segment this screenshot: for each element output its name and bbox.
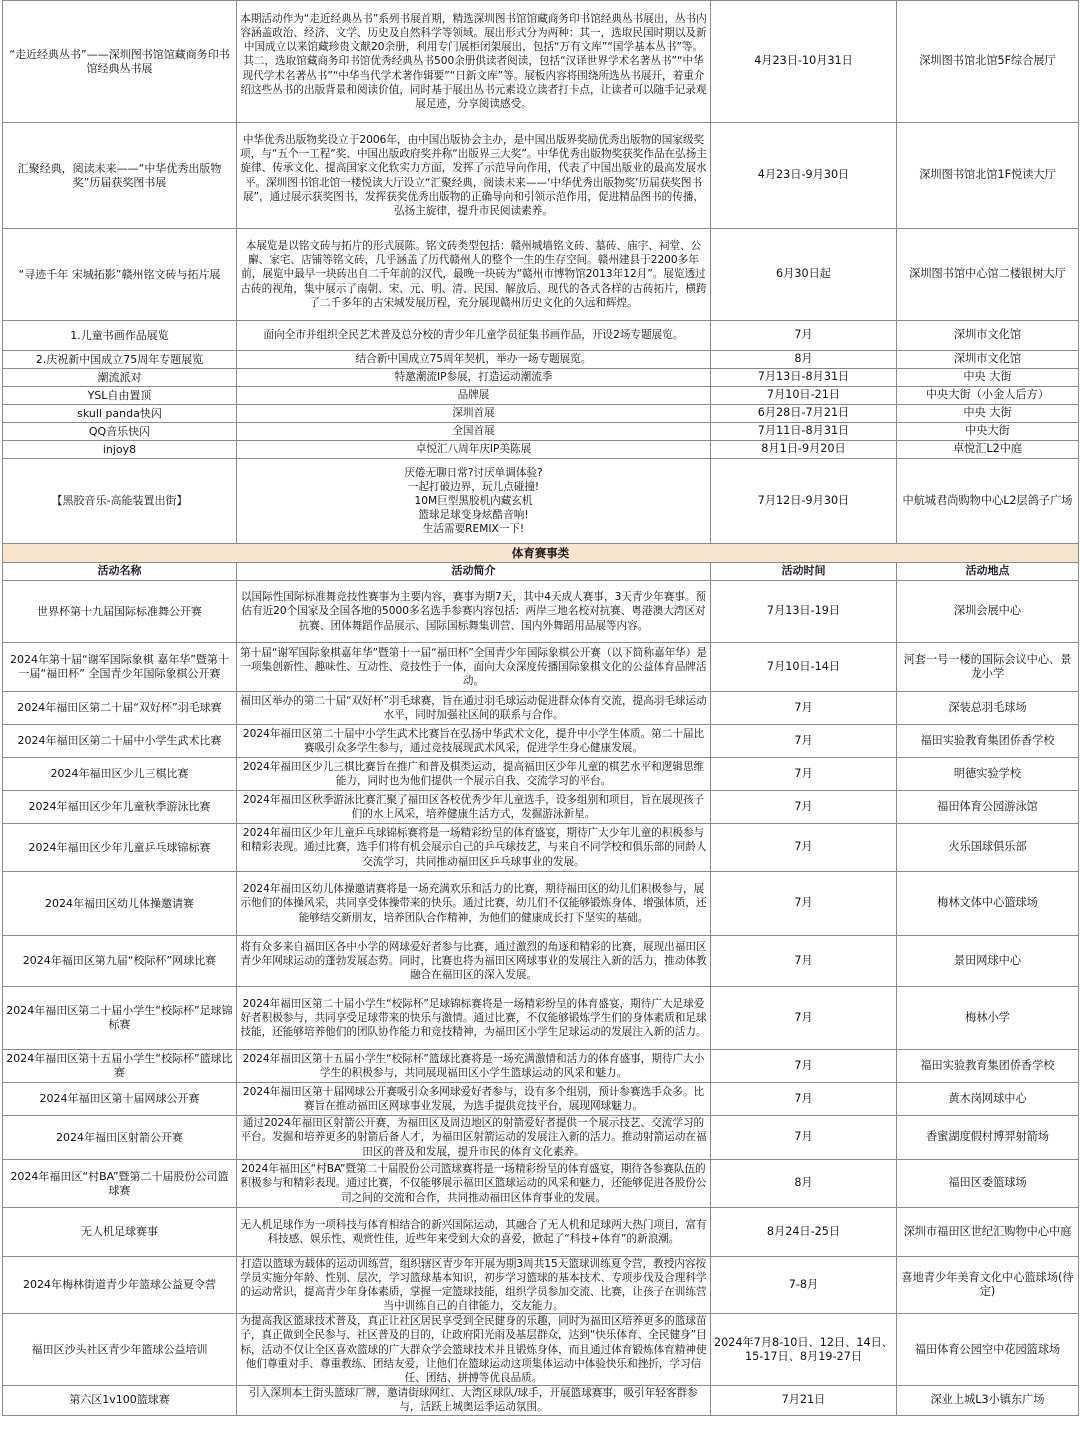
event-time-cell: 8月24日-25日 xyxy=(711,1208,897,1257)
event-desc-cell: 本期活动作为“走近经典丛书”系列书展首期，精选深圳图书馆馆藏商务印书馆经典丛书展出，丛书内容涵盖政治、经济、文学、历史及自然科学等领域。展出形式分为两种：其一，选取民国时期以及新中国成立以来馆藏珍贵文献20余册，利用专门展柜闭架展出，包括“万有文库”“国学基本丛书”等。其二，选取馆藏商务印书馆优秀经典丛书500余册供读者阅读，包括“汉译世界学术名著丛书”“中华现代学术名著丛书”“中华当代学术著作辑要”“日新文库”等。展板内容将围绕所选丛书展开，着重介绍这些丛书的出版背景和阅读价值，同时基于展出丛书元素设立读者打卡点，让读者可以随手记录观展足迹，分享阅读感受。 xyxy=(237,1,711,123)
event-place-cell: 深业上城L3小镇东广场 xyxy=(897,1385,1079,1415)
event-name-cell: 2024年福田区“村BA”暨第二十届股份公司篮球赛 xyxy=(3,1160,237,1208)
sports-section-header xyxy=(3,544,1079,581)
event-place-cell: 深圳图书馆中心馆二楼银树大厅 xyxy=(897,229,1079,321)
event-desc-cell: 特邀潮流IP参展，打造运动潮流季 xyxy=(237,369,711,387)
event-place-cell: 黄木岗网球中心 xyxy=(897,1083,1079,1116)
event-name-cell: 2024年福田区射箭公开赛 xyxy=(3,1116,237,1160)
exhibition-row xyxy=(3,321,1079,351)
sports-event-row xyxy=(3,643,1079,692)
event-place-cell: 深圳会展中心 xyxy=(897,581,1079,643)
event-desc-cell: 将有众多来自福田区各中小学的网球爱好者参与比赛，通过激烈的角逐和精彩的比赛，展现出福田区青少年网球运动的蓬勃发展态势。同时，比赛也将为福田区网球事业的发展注入新的活力，推动体教融合在福田区的深入发展。 xyxy=(237,936,711,987)
event-desc-cell: 本展览是以铭文砖与拓片的形式展陈。铭文砖类型包括：赣州城墙铭文砖、墓砖、庙宇、祠堂、公廨、家宅、店铺等铭文砖，几乎涵盖了历代赣州人的整个一生的生存空间。赣州建县于2200多年前，展览中最早一块砖出自二千年前的汉代，最晚一块砖为“赣州市博物馆2013年12月”。展览透过古砖的视角，集中展示了南朝、宋、元、明、清、民国、解放后、现代的各式各样的古砖拓片，横跨了二千多年的古宋城发展历程，充分展现赣州历史文化的久远和辉煌。 xyxy=(237,229,711,321)
event-time-cell: 7月 xyxy=(711,758,897,791)
event-place-cell: 深圳市文化馆 xyxy=(897,321,1079,351)
event-time-cell: 8月1日-9月20日 xyxy=(711,441,897,459)
event-name-cell: 【黑胶音乐-高能装置出街】 xyxy=(3,459,237,544)
event-desc-cell: 打造以篮球为载体的运动训练营，组织辖区青少年开展为期3周共15天篮球训练夏令营，教授内容按学员实施分年龄、性别、层次，学习篮球基本知识，初步学习篮球的基本技术、专项步伐及合理科学的运动常识，提高青少年身体素质，掌握一定篮球技能，组织学员参加交流、比赛，让孩子在训练营当中训练自己的自律能力，交友能力。 xyxy=(237,1257,711,1314)
sports-event-row xyxy=(3,1208,1079,1257)
event-desc-cell: 2024年福田区第十五届小学生“校际杯”篮球比赛将是一场充满激情和活力的体育盛事，期待广大小学生的积极参与，共同展现福田区小学生篮球运动的风采和魅力。 xyxy=(237,1050,711,1083)
exhibition-row xyxy=(3,387,1079,405)
event-time-cell: 7月13日-19日 xyxy=(711,581,897,643)
event-name-cell: 2024年福田区第九届“校际杯”网球比赛 xyxy=(3,936,237,987)
event-desc-cell: 深圳首展 xyxy=(237,405,711,423)
event-name-cell: skull panda快闪 xyxy=(3,405,237,423)
event-name-cell: “走近经典丛书”——深圳图书馆馆藏商务印书馆经典丛书展 xyxy=(3,1,237,123)
event-name-cell: “寻迹千年 宋城拓影”赣州铭文砖与拓片展 xyxy=(3,229,237,321)
event-desc-cell: 2024年福田区幼儿体操邀请赛将是一场充满欢乐和活力的比赛，期待福田区的幼儿们积极参与，展示他们的体操风采，共同享受体操带来的快乐。通过比赛，幼儿们不仅能够锻炼身体、增强体质，还能够结交新朋友，培养团队合作精神，为他们的健康成长打下坚实的基础。 xyxy=(237,872,711,936)
event-name-cell: 2024年福田区幼儿体操邀请赛 xyxy=(3,872,237,936)
header-time: 活动时间 xyxy=(711,563,897,581)
event-name-cell: 2024年福田区少年儿童秋季游泳比赛 xyxy=(3,791,237,824)
event-desc-cell: 2024年福田区“村BA”暨第二十届股份公司篮球赛将是一场精彩纷呈的体育盛宴，期待各参赛队伍的积极参与和精彩表现。通过比赛，不仅能够展示福田区篮球运动的风采和魅力，还能够促进各股份公司之间的交流和合作，共同推动福田区体育事业的发展。 xyxy=(237,1160,711,1208)
event-desc-cell: 2024年福田区第二十届小学生“校际杯”足球锦标赛将是一场精彩纷呈的体育盛宴，期待广大足球爱好者积极参与，共同享受足球带来的快乐与激情。通过比赛，不仅能够锻炼学生们的身体素质和足球技能，还能够培养他们的团队协作能力和竞技精神，为福田区小学生足球运动的发展注入新的活力。 xyxy=(237,987,711,1050)
event-time-cell: 7月 xyxy=(711,1116,897,1160)
event-name-cell: 无人机足球赛事 xyxy=(3,1208,237,1257)
sports-section xyxy=(3,581,1079,1416)
sports-event-row xyxy=(3,581,1079,643)
event-place-cell: 深圳图书馆北馆5F综合展厅 xyxy=(897,1,1079,123)
event-time-cell: 7月 xyxy=(711,872,897,936)
sports-event-row xyxy=(3,1257,1079,1314)
event-desc-cell: 2024年福田区第二十届中小学生武术比赛旨在弘扬中华武术文化，提升中小学生体质。第二十届比赛吸引众多学生参与，通过竞技展现武术风采，促进学生身心健康发展。 xyxy=(237,725,711,758)
event-place-cell: 梅林小学 xyxy=(897,987,1079,1050)
event-place-cell: 中央 大街 xyxy=(897,369,1079,387)
event-time-cell: 7月11日-8月31日 xyxy=(711,423,897,441)
exhibition-row xyxy=(3,123,1079,229)
event-name-cell: 2024年福田区第二十届“双好杯”羽毛球赛 xyxy=(3,692,237,725)
event-time-cell: 4月23日-10月31日 xyxy=(711,1,897,123)
sports-event-row xyxy=(3,936,1079,987)
exhibition-row xyxy=(3,405,1079,423)
event-name-cell: 1.儿童书画作品展览 xyxy=(3,321,237,351)
event-name-cell: 2024年福田区少年儿童乒乓球锦标赛 xyxy=(3,824,237,872)
exhibition-section xyxy=(3,1,1079,544)
event-name-cell: 汇聚经典，阅读未来——“中华优秀出版物奖”历届获奖图书展 xyxy=(3,123,237,229)
exhibition-row xyxy=(3,229,1079,321)
event-place-cell: 火乐国球俱乐部 xyxy=(897,824,1079,872)
event-desc-cell: 通过2024年福田区射箭公开赛，为福田区及周边地区的射箭爱好者提供一个展示技艺、交流学习的平台。发掘和培养更多的射箭后备人才，为福田区射箭运动的发展注入新的活力。推动射箭运动在福田区的普及和发展，提升市民的体育文化素养。 xyxy=(237,1116,711,1160)
event-time-cell: 7月 xyxy=(711,725,897,758)
event-time-cell: 7月 xyxy=(711,1083,897,1116)
event-place-cell: 河套一号一楼的国际会议中心、景龙小学 xyxy=(897,643,1079,692)
event-time-cell: 2024年7月8-10日、12日、14日、15-17日、8月19-27日 xyxy=(711,1314,897,1385)
event-place-cell: 福田区委篮球场 xyxy=(897,1160,1079,1208)
sports-event-row xyxy=(3,725,1079,758)
event-place-cell: 深圳市福田区世纪汇购物中心中庭 xyxy=(897,1208,1079,1257)
event-desc-cell: 厌倦无聊日常?讨厌单调体验? 一起打破边界，玩儿点碰撞! 10M巨型黑胶机内藏玄机 篮球足球变身炫酷音响! 生活需要REMIX一下! xyxy=(237,459,711,544)
event-desc-cell: 为提高我区篮球技术普及，真正让社区居民享受到全民健身的乐趣，同时为福田区培养更多的篮球苗子，真正做到全民参与、社区普及的目的，让政府阳光雨及基层群众，达到“快乐体育、全民健身”目标，活动不仅让全区喜欢篮球的广大群众学会篮球技术并且锻炼身体，而且通过体育锻炼体育精神使他们尊重对手、尊重教练、团结友爱，让他们在篮球运动这项集体运动中体验快乐和挫折，学习信任、团结、拼搏等优良品质。 xyxy=(237,1314,711,1385)
event-name-cell: 潮流派对 xyxy=(3,369,237,387)
event-place-cell: 喜地青少年美育文化中心篮球场(待定) xyxy=(897,1257,1079,1314)
sports-event-row xyxy=(3,692,1079,725)
event-name-cell: 2024年福田区第十五届小学生“校际杯”篮球比赛 xyxy=(3,1050,237,1083)
exhibition-row xyxy=(3,423,1079,441)
exhibition-row xyxy=(3,351,1079,369)
sports-event-row xyxy=(3,1083,1079,1116)
event-name-cell: 2024年第十届“谢军国际象棋 嘉年华”暨第十一届“福田杯” 全国青少年国际象棋公开赛 xyxy=(3,643,237,692)
event-desc-cell: 全国首展 xyxy=(237,423,711,441)
event-name-cell: QQ音乐快闪 xyxy=(3,423,237,441)
event-desc-cell: 结合新中国成立75周年契机，举办一场专题展览。 xyxy=(237,351,711,369)
event-place-cell: 明德实验学校 xyxy=(897,758,1079,791)
event-desc-cell: 2024年福田区少儿三棋比赛旨在推广和普及棋类运动，提高福田区少年儿童的棋艺水平和逻辑思维能力，同时也为他们提供一个展示自我、交流学习的平台。 xyxy=(237,758,711,791)
event-time-cell: 7月10日-21日 xyxy=(711,387,897,405)
event-time-cell: 8月 xyxy=(711,351,897,369)
section-title-row xyxy=(3,544,1079,563)
event-desc-cell: 中华优秀出版物奖设立于2006年，由中国出版协会主办，是中国出版界奖励优秀出版物的国家级奖项，与“五个一工程”奖、中国出版政府奖并称“出版界三大奖”。中华优秀出版物奖获奖作品在弘扬主旋律、传承文化、提高国家文化软实力方面，发挥了示范导向作用，代表了中国出版业的最高发展水平。深圳图书馆北馆一楼悦读大厅设立“汇聚经典，阅读未来——‘中华优秀出版物奖’历届获奖图书展”，通过展示获奖图书，发挥获奖优秀出版物的正确导向和引领示范作用，促进精品图书的传播，弘扬主旋律，提升市民阅读素养。 xyxy=(237,123,711,229)
event-place-cell: 福田实验教育集团侨香学校 xyxy=(897,1050,1079,1083)
event-name-cell: 世界杯第十九届国际标准舞公开赛 xyxy=(3,581,237,643)
event-time-cell: 7月 xyxy=(711,321,897,351)
sports-event-row xyxy=(3,872,1079,936)
section-title: 体育赛事类 xyxy=(3,544,1079,563)
event-name-cell: YSL自由置顶 xyxy=(3,387,237,405)
event-desc-cell: 以国际性国际标准舞竞技性赛事为主要内容，赛事为期7天，其中4天成人赛事，3天青少年赛事。预估有近20个国家及全国各地的5000多名选手参赛内容包括：两岸三地名校对抗赛、粤港澳大湾区对抗赛、团体舞蹈作品展示、国际国标舞集训营、国内外舞蹈用品展等内容。 xyxy=(237,581,711,643)
event-time-cell: 7月21日 xyxy=(711,1385,897,1415)
event-desc-cell: 面向全市并组织全民艺术普及总分校的青少年儿童学员征集书画作品，开设2场专题展览。 xyxy=(237,321,711,351)
sports-event-row xyxy=(3,1050,1079,1083)
event-place-cell: 福田体育公园游泳馆 xyxy=(897,791,1079,824)
event-desc-cell: 第十届“谢军国际象棋嘉年华”暨第十一届“福田杯”全国青少年国际象棋公开赛（以下简称嘉年华）是一项集创新性、趣味性、互动性、竞技性于一体，面向大众深度传播国际象棋文化的公益体育品牌活动。 xyxy=(237,643,711,692)
event-time-cell: 4月23日-9月30日 xyxy=(711,123,897,229)
sports-event-row xyxy=(3,1385,1079,1415)
event-time-cell: 7月12日-9月30日 xyxy=(711,459,897,544)
event-name-cell: 福田区沙头社区青少年篮球公益培训 xyxy=(3,1314,237,1385)
event-name-cell: 第六区1v100篮球赛 xyxy=(3,1385,237,1415)
exhibition-row xyxy=(3,441,1079,459)
event-time-cell: 7-8月 xyxy=(711,1257,897,1314)
event-name-cell: 2024年福田区第二十届小学生“校际杯”足球锦标赛 xyxy=(3,987,237,1050)
event-time-cell: 8月 xyxy=(711,1160,897,1208)
event-time-cell: 7月 xyxy=(711,824,897,872)
event-place-cell: 福田体育公园空中花园篮球场 xyxy=(897,1314,1079,1385)
event-place-cell: 福田实验教育集团侨香学校 xyxy=(897,725,1079,758)
sports-event-row xyxy=(3,824,1079,872)
event-time-cell: 6月30日起 xyxy=(711,229,897,321)
event-place-cell: 深圳市文化馆 xyxy=(897,351,1079,369)
event-place-cell: 深装总羽毛球场 xyxy=(897,692,1079,725)
sports-event-row xyxy=(3,758,1079,791)
sports-event-row xyxy=(3,1314,1079,1385)
event-time-cell: 7月 xyxy=(711,936,897,987)
event-place-cell: 深圳图书馆北馆1F悦读大厅 xyxy=(897,123,1079,229)
event-name-cell: 2.庆祝新中国成立75周年专题展览 xyxy=(3,351,237,369)
exhibition-row xyxy=(3,459,1079,544)
event-place-cell: 中航城君尚购物中心L2层鸽子广场 xyxy=(897,459,1079,544)
event-desc-cell: 2024年福田区少年儿童乒乓球锦标赛将是一场精彩纷呈的体育盛宴，期待广大少年儿童的积极参与和精彩表现。通过比赛，选手们将有机会展示自己的乒乓球技艺，与来自不同学校和俱乐部的同龄人交流学习，共同推动福田区乒乓球事业的发展。 xyxy=(237,824,711,872)
event-name-cell: 2024年梅林街道青少年篮球公益夏令营 xyxy=(3,1257,237,1314)
event-place-cell: 中央大街 xyxy=(897,423,1079,441)
event-desc-cell: 2024年福田区第十届网球公开赛吸引众多网球爱好者参与，设有多个组别，预计参赛选手众多。比赛旨在推动福田区网球事业发展，为选手提供竞技平台，展现网球魅力。 xyxy=(237,1083,711,1116)
event-name-cell: injoy8 xyxy=(3,441,237,459)
event-time-cell: 7月 xyxy=(711,791,897,824)
event-place-cell: 梅林文体中心篮球场 xyxy=(897,872,1079,936)
event-desc-cell: 福田区举办的第二十届“双好杯”羽毛球赛，旨在通过羽毛球运动促进群众体育交流，提高羽毛球运动水平，同时加强社区间的联系与合作。 xyxy=(237,692,711,725)
sports-event-row xyxy=(3,987,1079,1050)
event-place-cell: 香蜜湖度假村博羿射箭场 xyxy=(897,1116,1079,1160)
event-place-cell: 中央 大街 xyxy=(897,405,1079,423)
event-name-cell: 2024年福田区少儿三棋比赛 xyxy=(3,758,237,791)
event-desc-cell: 引入深圳本土街头篮球厂牌，邀请街球网红、大湾区球队/球手，开展篮球赛事，吸引年轻客群参与，活跃上城奥运季运动氛围。 xyxy=(237,1385,711,1415)
event-time-cell: 6月28日-7月21日 xyxy=(711,405,897,423)
exhibition-row xyxy=(3,369,1079,387)
header-place: 活动地点 xyxy=(897,563,1079,581)
event-place-cell: 景田网球中心 xyxy=(897,936,1079,987)
sports-event-row xyxy=(3,1160,1079,1208)
event-place-cell: 中央大街（小金人后方） xyxy=(897,387,1079,405)
events-table xyxy=(2,0,1079,1416)
header-desc: 活动简介 xyxy=(237,563,711,581)
event-time-cell: 7月 xyxy=(711,987,897,1050)
event-time-cell: 7月 xyxy=(711,1050,897,1083)
event-desc-cell: 卓悦汇八周年庆IP美陈展 xyxy=(237,441,711,459)
sports-event-row xyxy=(3,791,1079,824)
event-time-cell: 7月10日-14日 xyxy=(711,643,897,692)
event-desc-cell: 品牌展 xyxy=(237,387,711,405)
event-name-cell: 2024年福田区第二十届中小学生武术比赛 xyxy=(3,725,237,758)
event-name-cell: 2024年福田区第十届网球公开赛 xyxy=(3,1083,237,1116)
event-place-cell: 卓悦汇L2中庭 xyxy=(897,441,1079,459)
sports-event-row xyxy=(3,1116,1079,1160)
event-desc-cell: 无人机足球作为一项科技与体育相结合的新兴国际运动，其融合了无人机和足球两大热门项目，富有科技感、娱乐性、观赏性佳，近些年来受到大众的喜爱，掀起了“科技+体育”的新浪潮。 xyxy=(237,1208,711,1257)
column-header-row xyxy=(3,563,1079,581)
event-time-cell: 7月13日-8月31日 xyxy=(711,369,897,387)
event-desc-cell: 2024年福田区秋季游泳比赛汇聚了福田区各校优秀少年儿童选手，设多组别和项目，旨在展现孩子们的水上风采，培养健康生活方式，发掘游泳新星。 xyxy=(237,791,711,824)
header-name: 活动名称 xyxy=(3,563,237,581)
exhibition-row xyxy=(3,1,1079,123)
event-time-cell: 7月 xyxy=(711,692,897,725)
